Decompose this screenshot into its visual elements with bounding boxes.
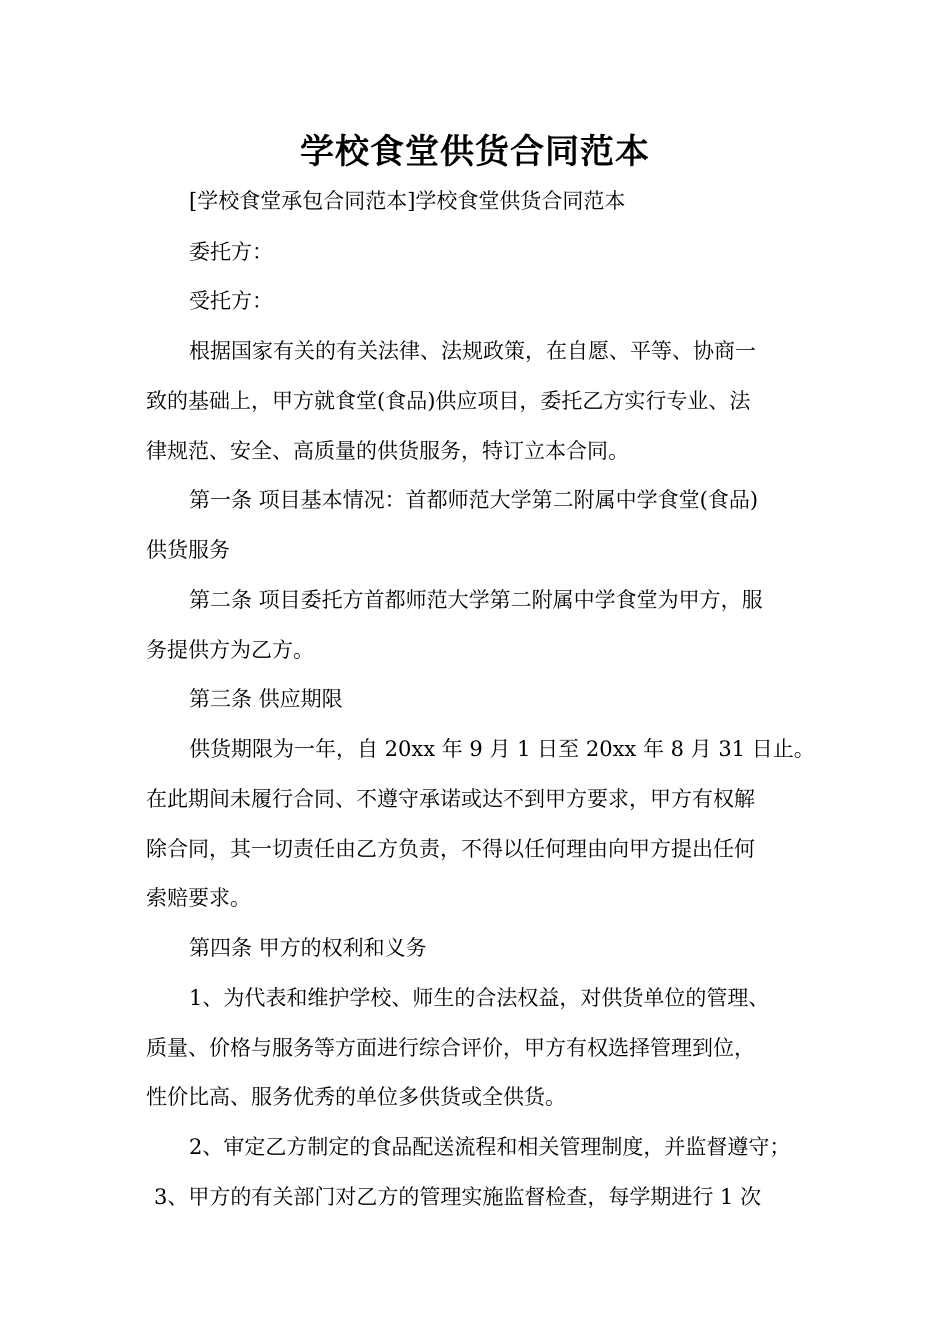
paragraph-line: 索赔要求。 (146, 886, 251, 910)
article-line: 第一条 项目基本情况：首都师范大学第二附属中学食堂(食品) (189, 488, 759, 512)
paragraph-line: 质量、价格与服务等方面进行综合评价，甲方有权选择管理到位， (146, 1036, 755, 1060)
clause-line: 3、甲方的有关部门对乙方的管理实施监督检查，每学期进行 1 次 (154, 1185, 762, 1209)
client-line: 委托方： (189, 240, 273, 264)
trustee-line: 受托方： (189, 289, 273, 313)
paragraph-line: 在此期间未履行合同、不遵守承诺或达不到甲方要求，甲方有权解 (146, 787, 755, 811)
paragraph-line: 供货服务 (146, 538, 230, 562)
paragraph-line: 根据国家有关的有关法律、法规政策，在自愿、平等、协商一 (189, 339, 756, 363)
subtitle-line: [学校食堂承包合同范本]学校食堂供货合同范本 (189, 189, 626, 213)
paragraph-line: 性价比高、服务优秀的单位多供货或全供货。 (146, 1085, 566, 1109)
article-line: 第二条 项目委托方首都师范大学第二附属中学食堂为甲方，服 (189, 588, 763, 612)
clause-line: 2、审定乙方制定的食品配送流程和相关管理制度，并监督遵守； (189, 1135, 791, 1159)
article-line: 第四条 甲方的权利和义务 (189, 936, 427, 960)
clause-line: 1、为代表和维护学校、师生的合法权益，对供货单位的管理、 (189, 986, 770, 1010)
document-title: 学校食堂供货合同范本 (300, 132, 650, 172)
article-line: 第三条 供应期限 (189, 687, 343, 711)
paragraph-line: 供货期限为一年，自 20xx 年 9 月 1 日至 20xx 年 8 月 31 日止。 (189, 737, 815, 761)
paragraph-line: 务提供方为乙方。 (146, 638, 314, 662)
paragraph-line: 律规范、安全、高质量的供货服务，特订立本合同。 (146, 439, 629, 463)
paragraph-line: 除合同，其一切责任由乙方负责，不得以任何理由向甲方提出任何 (146, 837, 755, 861)
paragraph-line: 致的基础上，甲方就食堂(食品)供应项目，委托乙方实行专业、法 (146, 389, 751, 413)
